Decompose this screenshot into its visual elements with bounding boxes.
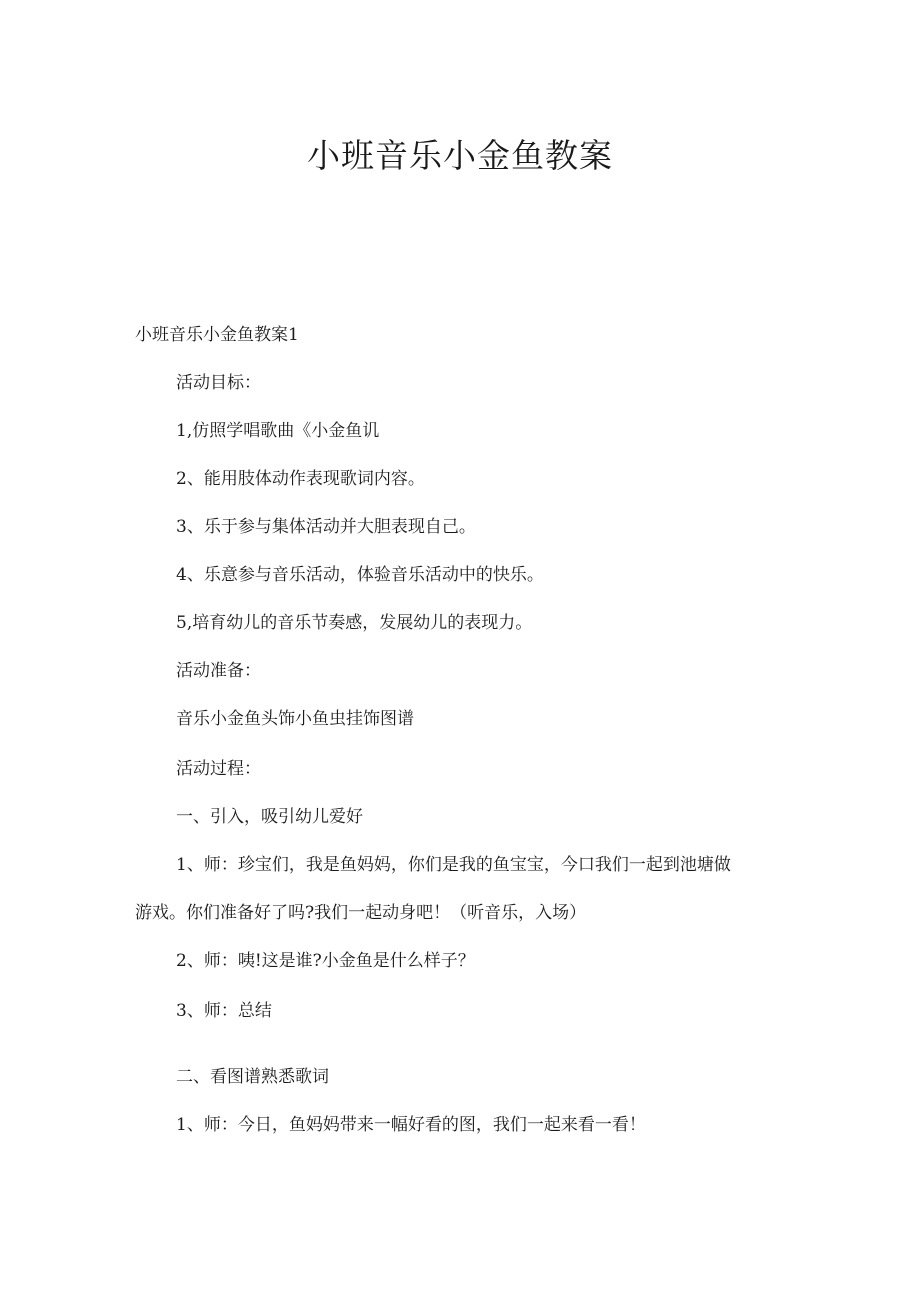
paragraph-goal-1: 1,仿照学唱歌曲《小金鱼讥 <box>176 421 380 441</box>
document-title: 小班音乐小金鱼教案 <box>307 136 613 175</box>
paragraph-prep-materials: 音乐小金鱼头饰小鱼虫挂饰图谱 <box>176 709 414 729</box>
paragraph-goal-2: 2、能用肢体动作表现歌词内容。 <box>176 469 425 489</box>
paragraph-step-1-item-1: 1、师：珍宝们，我是鱼妈妈，你们是我的鱼宝宝，今口我们一起到池塘做 <box>176 855 731 875</box>
paragraph-step-1-item-3: 3、师：总结 <box>176 1001 272 1021</box>
paragraph-step-1-item-2: 2、师：咦!这是谁?小金鱼是什么样子？ <box>176 951 475 971</box>
paragraph-goal-5: 5,培育幼儿的音乐节奏感，发展幼儿的表现力。 <box>176 613 533 633</box>
paragraph-step-2-heading: 二、看图谱熟悉歌词 <box>176 1067 329 1087</box>
paragraph-goal-3: 3、乐于参与集体活动并大胆表现自己。 <box>176 517 476 537</box>
paragraph-step-2-item-1: 1、师：今日，鱼妈妈带来一幅好看的图，我们一起来看一看！ <box>176 1115 646 1135</box>
paragraph-activity-process: 活动过程： <box>176 759 261 779</box>
paragraph-step-1-item-1-cont: 游戏。你们准备好了吗?我们一起动身吧！（听音乐，入场） <box>135 903 587 923</box>
paragraph-activity-prep: 活动准备： <box>176 661 261 681</box>
section-heading: 小班音乐小金鱼教案1 <box>135 325 299 345</box>
paragraph-activity-goals: 活动目标： <box>176 373 261 393</box>
paragraph-goal-4: 4、乐意参与音乐活动，体验音乐活动中的快乐。 <box>176 565 544 585</box>
paragraph-step-1-heading: 一、引入，吸引幼儿爱好 <box>176 807 363 827</box>
